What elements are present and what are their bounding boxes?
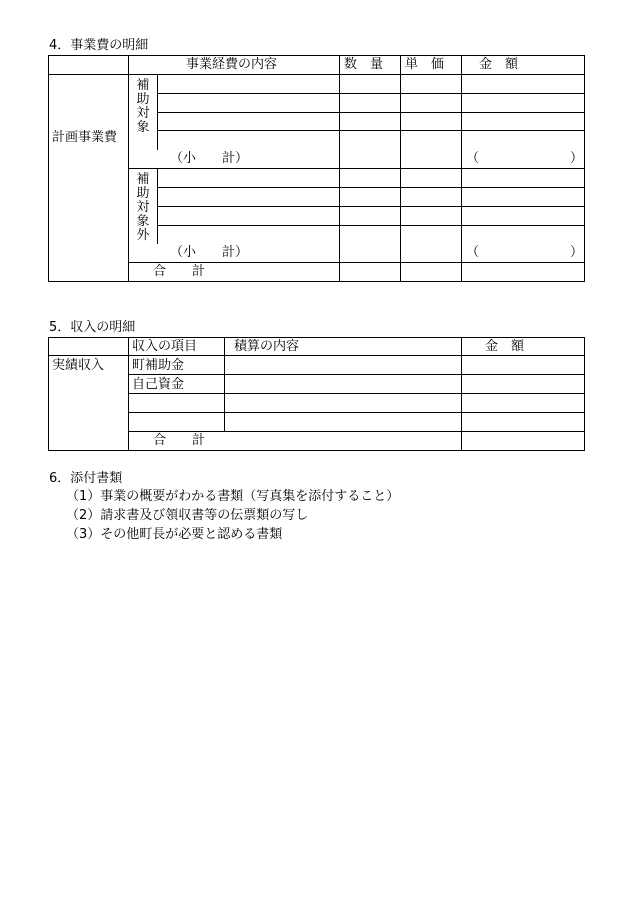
paren-close-1: ） xyxy=(570,151,584,166)
paren-open-2: （ xyxy=(466,245,480,260)
planned-expense-label: 計画事業費 xyxy=(52,130,118,145)
header-calc-content: 積算の内容 xyxy=(234,339,300,354)
paren-open-1: （ xyxy=(466,151,480,166)
section6-heading: 6．添付書類 xyxy=(49,471,123,486)
attachment-item-1: （1）事業の概要がわかる書類（写真集を添付すること） xyxy=(66,489,400,504)
income-item-2: 自己資金 xyxy=(132,377,185,392)
attachment-item-2: （2）請求書及び領収書等の伝票類の写し xyxy=(66,508,309,523)
income-item-1: 町補助金 xyxy=(132,358,185,373)
subtotal-label-1: （小 計） xyxy=(170,151,249,166)
section5-heading: 5．収入の明細 xyxy=(49,320,136,335)
header-unit-price: 単 価 xyxy=(405,57,445,72)
header-amount: 金 額 xyxy=(479,57,519,72)
paren-close-2: ） xyxy=(570,245,584,260)
attachment-item-3: （3）その他町長が必要と認める書類 xyxy=(66,527,283,542)
income-total-label: 合 計 xyxy=(153,433,206,448)
actual-income-label: 実績収入 xyxy=(52,358,105,373)
subsidy-target-label: 補助対象 xyxy=(136,78,150,135)
expense-total-label: 合 計 xyxy=(153,264,206,279)
section4-heading: 4．事業費の明細 xyxy=(49,38,149,53)
subtotal-label-2: （小 計） xyxy=(170,245,249,260)
header-income-amount: 金 額 xyxy=(485,339,525,354)
header-content: 事業経費の内容 xyxy=(186,57,278,72)
header-income-item: 収入の項目 xyxy=(132,339,198,354)
header-quantity: 数 量 xyxy=(344,57,384,72)
non-subsidy-target-label: 補助対象外 xyxy=(136,172,150,243)
